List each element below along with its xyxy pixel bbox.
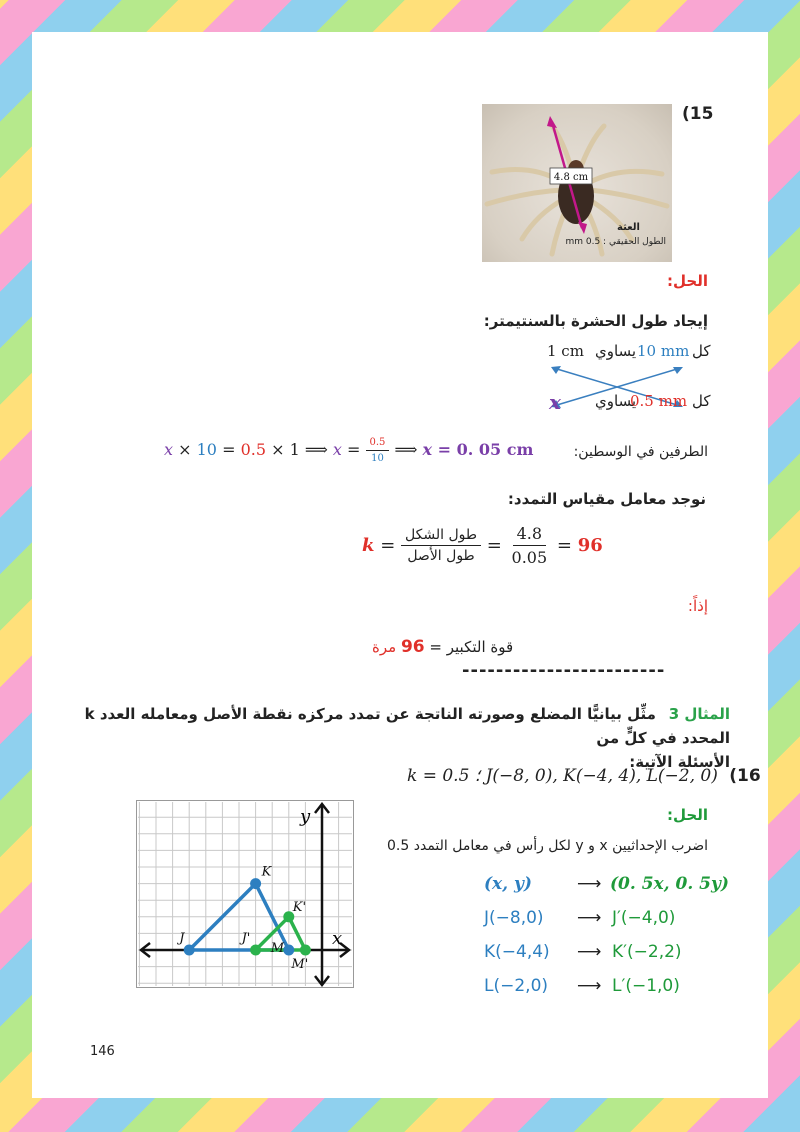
vertex-point-K bbox=[250, 878, 261, 889]
problem-16-instruction: اضرب الإحداثيين x و y لكل رأس في معامل التمدد 0.5 bbox=[387, 838, 708, 854]
scale-value-fraction bbox=[508, 524, 552, 567]
proportion-row-2 bbox=[537, 392, 737, 422]
row2-result: x bbox=[549, 390, 561, 414]
row2-value: 0.5 mm bbox=[630, 392, 688, 410]
table-orig: L(−2,0) bbox=[484, 976, 549, 996]
scale-factor-heading: نوجد معامل مقياس التمدد: bbox=[507, 490, 706, 508]
eq-x: x bbox=[164, 440, 174, 459]
scale-num-text: طول الشكل bbox=[401, 527, 481, 546]
eq-half: 0.5 bbox=[240, 440, 267, 459]
table-image: J′(−4,0) bbox=[612, 908, 676, 928]
vertex-label-M-prime: M' bbox=[291, 957, 309, 972]
problem-16-number: (16 bbox=[729, 766, 761, 786]
photo-caption-text: الطول الحقيقي : 0.5 mm bbox=[565, 237, 666, 247]
cross-multiply-equation bbox=[164, 437, 533, 464]
example-3-text-line1: مثِّل بيانيًّا المضلع وصورته الناتجة عن تمدد مركزه نقطة الأصل ومعامله العدد k المحدد في كلٍّ من bbox=[84, 705, 730, 747]
example-3-text-line2: الأسئلة الآتية: bbox=[629, 753, 730, 771]
x-axis-label: x bbox=[332, 928, 343, 949]
vertex-label-M: M bbox=[270, 941, 285, 956]
eq-equals: = bbox=[216, 440, 241, 459]
vertex-point-M bbox=[283, 945, 294, 956]
cross-multiply-label: الطرفين في الوسطين: bbox=[573, 444, 708, 460]
example-3-block bbox=[70, 702, 730, 774]
scale-k: k bbox=[362, 535, 375, 556]
scale-num-val: 4.8 bbox=[513, 524, 546, 546]
scale-eq2: = bbox=[481, 535, 508, 556]
dilation-mapping-table bbox=[482, 874, 742, 1004]
eq-frac-num: 0.5 bbox=[366, 437, 390, 451]
scale-text-fraction bbox=[401, 527, 481, 564]
tick-photo bbox=[482, 104, 672, 262]
magnification-value: 96 bbox=[400, 637, 425, 657]
vertex-label-K-prime: K' bbox=[292, 899, 307, 915]
eq-equals2: = bbox=[341, 440, 366, 459]
table-arrow: ⟶ bbox=[577, 942, 602, 962]
table-row bbox=[482, 874, 742, 904]
problem-16-given-text: k = 0.5 ؛ J(−8, 0), K(−4, 4), L(−2, 0) bbox=[407, 766, 718, 786]
eq-equals3: = bbox=[432, 440, 457, 459]
page-number: 146 bbox=[90, 1044, 115, 1059]
scale-result: 96 bbox=[577, 535, 603, 556]
scale-eq1: = bbox=[374, 535, 402, 556]
section-divider: ------------------------ bbox=[462, 660, 666, 681]
row1-value: 10 mm bbox=[637, 342, 690, 360]
table-orig: K(−4,4) bbox=[484, 942, 550, 962]
table-row bbox=[482, 976, 742, 1006]
find-length-heading: إيجاد طول الحشرة بالسنتيمتر: bbox=[483, 312, 708, 330]
eq-result: 0. 05 cm bbox=[456, 440, 534, 459]
table-row bbox=[482, 942, 742, 972]
row2-each: كل bbox=[692, 392, 711, 410]
scale-den-text: طول الأصل bbox=[407, 548, 475, 564]
table-orig: J(−8,0) bbox=[484, 908, 544, 928]
table-arrow: ⟶ bbox=[577, 908, 602, 928]
magnification-eq: = bbox=[424, 638, 447, 656]
problem-15-number: (15 bbox=[682, 104, 714, 124]
eq-x2: x bbox=[332, 440, 342, 459]
table-orig: (x, y) bbox=[484, 874, 532, 894]
row2-equals: يساوي bbox=[595, 392, 637, 410]
eq-x3: x bbox=[422, 440, 433, 459]
photo-measure-label: 4.8 cm bbox=[553, 172, 589, 183]
vertex-label-K: K bbox=[261, 864, 272, 880]
vertex-label-J-prime: J' bbox=[241, 931, 251, 946]
scale-factor-equation bbox=[362, 524, 603, 567]
row1-equals: يساوي bbox=[595, 342, 637, 360]
therefore-label: إذاً: bbox=[687, 597, 708, 615]
magnification-unit: مرة bbox=[372, 638, 401, 656]
y-axis-label: y bbox=[300, 806, 311, 827]
vertex-point-M-prime bbox=[300, 945, 311, 956]
table-image: (0. 5x, 0. 5y) bbox=[610, 874, 729, 894]
eq-ten: 10 bbox=[196, 440, 217, 459]
table-arrow: ⟶ bbox=[577, 976, 602, 996]
eq-implies: × 1 ⟹ bbox=[266, 440, 333, 459]
scale-eq3: = bbox=[551, 535, 578, 556]
table-row bbox=[482, 908, 742, 938]
magnification-line bbox=[372, 637, 513, 657]
example-3-label: المثال 3 bbox=[668, 705, 730, 723]
table-arrow: ⟶ bbox=[577, 874, 602, 894]
eq-frac-den: 10 bbox=[371, 453, 384, 464]
row1-result: 1 cm bbox=[547, 342, 584, 360]
problem-16-given bbox=[407, 766, 761, 786]
magnification-label: قوة التكبير bbox=[446, 638, 514, 656]
eq-fraction bbox=[366, 437, 390, 464]
eq-implies2: ⟹ bbox=[394, 440, 423, 459]
solution-label: الحل: bbox=[667, 272, 708, 290]
table-image: L′(−1,0) bbox=[612, 976, 680, 996]
dilation-graph bbox=[136, 800, 354, 988]
worksheet-page bbox=[32, 32, 768, 1098]
vertex-label-J: J bbox=[179, 931, 185, 946]
table-image: K′(−2,2) bbox=[612, 942, 682, 962]
problem-16-solution-label: الحل: bbox=[667, 806, 708, 824]
eq-times: × bbox=[178, 440, 197, 459]
scale-den-val: 0.05 bbox=[511, 548, 548, 567]
vertex-point-J-prime bbox=[250, 945, 261, 956]
row1-each: كل bbox=[692, 342, 711, 360]
vertex-point-J bbox=[184, 945, 195, 956]
photo-caption-title: العثة bbox=[617, 222, 640, 233]
